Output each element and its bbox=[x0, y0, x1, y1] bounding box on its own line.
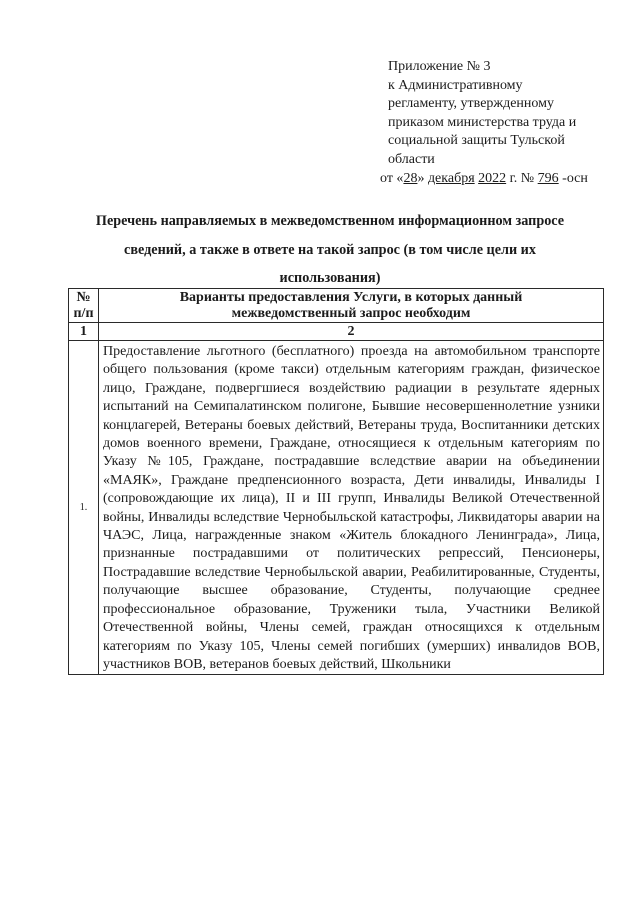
header-num-line-2: п/п bbox=[73, 305, 94, 321]
order-number: 796 bbox=[537, 170, 559, 186]
document-title bbox=[60, 207, 600, 293]
header-variants bbox=[99, 289, 604, 323]
appendix-line-4: приказом министерства труда и bbox=[388, 114, 577, 130]
row-variant-text: Предоставление льготного (бесплатного) проезда на автомобильном транспорте общего пользования (кроме такси) отдельным категориям граждан, физическое лицо, Граждане, подвергшиеся воздействию радиации в результате ядерных испытаний на Семипалатинском полигоне, Бывшие несовершеннолетние узники концлагерей, Ветераны боевых действий, Ветераны труда, Воспитанники детских домов военного времени, Граждане, относящиеся к отдельным категориям по Указу №105, Граждане, пострадавшие вследствие аварии на объединении «МАЯК», Граждане предпенсионного возраста, Дети инвалиды, Инвалиды I (сопровождающие их лица), II и III групп, Инвалиды Великой Отечественной войны, Инвалиды вследствие Чернобыльской катастрофы, Ликвидаторы аварии на ЧАЭС, Лица, награжденные знаком «Житель блокадного Ленинграда», Лица, признанные пострадавшими от политических репрессий, Пенсионеры, Пострадавшие вследствие Чернобыльской аварии, Реабилитированные, Студенты, получающие высшее образование, Студенты, получающие среднее профессиональное образование, Труженики тыла, Участники Великой Отечественной войны, Члены семей, граждан относящихся к отдельным категориям по Указу 105, Члены семей погибших (умерших) инвалидов ВОВ, участников ВОВ, ветеранов боевых действий, Школьники bbox=[99, 341, 604, 675]
order-day: 28 bbox=[403, 170, 418, 186]
date-sep-1: » bbox=[417, 170, 428, 186]
order-month: декабря bbox=[427, 170, 475, 186]
appendix-line-1: Приложение № 3 bbox=[388, 59, 491, 74]
header-num-line-1: № bbox=[76, 289, 91, 305]
header-num bbox=[69, 289, 99, 323]
appendix-line-2: к Административному bbox=[388, 77, 523, 93]
order-date-line bbox=[380, 170, 628, 189]
appendix-block bbox=[380, 58, 628, 188]
order-suffix: -осн bbox=[558, 170, 588, 186]
column-numbers-row bbox=[69, 323, 604, 341]
appendix-line-3: регламенту, утвержденному bbox=[388, 96, 554, 112]
appendix-line-6: области bbox=[388, 151, 435, 167]
order-year: 2022 bbox=[478, 170, 507, 186]
title-line-1: Перечень направляемых в межведомственном информационном запросе bbox=[95, 213, 565, 229]
row-number: 1. bbox=[69, 341, 99, 675]
title-line-3: использования) bbox=[279, 270, 381, 286]
column-number-1: 1 bbox=[69, 323, 99, 341]
header-variants-line-2: межведомственный запрос необходим bbox=[231, 305, 471, 321]
column-number-2: 2 bbox=[99, 323, 604, 341]
date-prefix: от « bbox=[380, 170, 404, 186]
header-variants-line-1: Варианты предоставления Услуги, в которых данный bbox=[179, 289, 523, 305]
title-line-2: сведений, а также в ответе на такой запрос (в том числе цели их bbox=[124, 241, 536, 258]
table-header-row bbox=[69, 289, 604, 323]
date-sep-3: г. № bbox=[506, 170, 538, 186]
requests-table bbox=[68, 288, 604, 675]
appendix-line-5: социальной защиты Тульской bbox=[388, 133, 565, 149]
table-row bbox=[69, 341, 604, 675]
